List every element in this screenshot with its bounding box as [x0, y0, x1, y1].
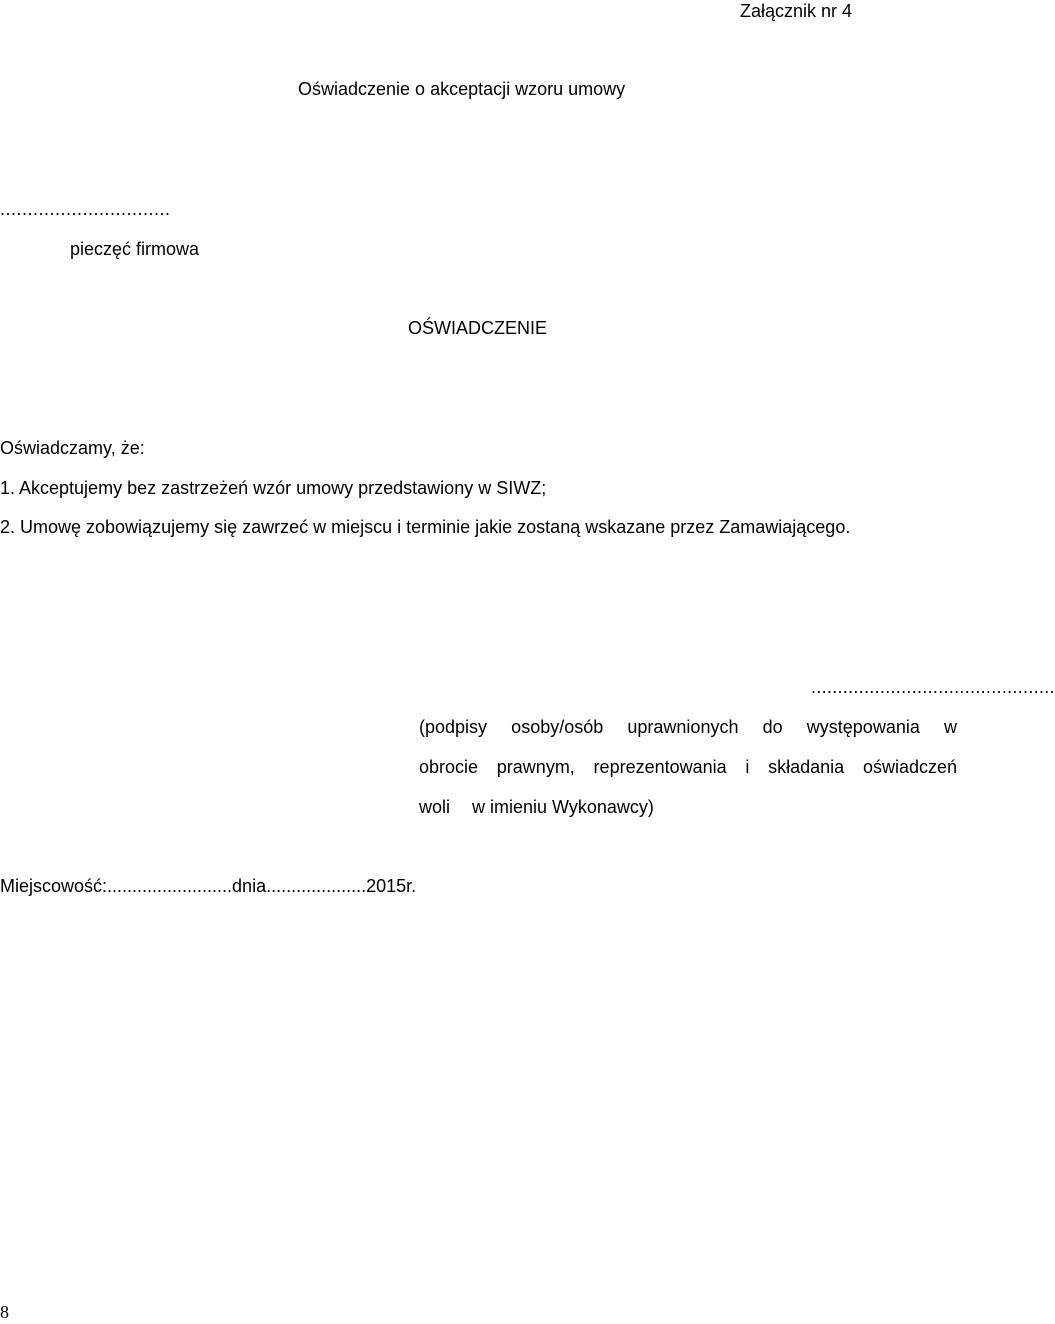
declaration-intro: Oświadczamy, że: — [0, 438, 145, 458]
document-subtitle: Oświadczenie o akceptacji wzoru umowy — [298, 79, 626, 99]
document-heading: OŚWIADCZENIE — [408, 318, 548, 338]
signature-dots: .............................................. — [811, 677, 1055, 697]
signature-caption-line: obrocie prawnym, reprezentowania i składania oświadczeń — [419, 757, 957, 777]
signature-caption-line — [419, 796, 654, 818]
declaration-item: 2. Umowę zobowiązujemy się zawrzeć w miejscu i terminie jakie zostaną wskazane przez Zamawiającego. — [0, 517, 851, 537]
signature-caption-word: woli — [419, 797, 451, 817]
attachment-label: Załącznik nr 4 — [740, 1, 853, 21]
signature-caption-word: w imieniu Wykonawcy) — [472, 797, 654, 817]
declaration-item: 1. Akceptujemy bez zastrzeżeń wzór umowy przedstawiony w SIWZ; — [0, 478, 547, 498]
page-number: 8 — [0, 1302, 9, 1322]
company-stamp-label: pieczęć firmowa — [70, 239, 200, 259]
signature-caption-line: (podpisy osoby/osób uprawnionych do występowania w — [419, 717, 957, 737]
place-date-field: Miejscowość:.........................dnia....................2015r. — [0, 876, 417, 896]
company-stamp-dots: ............................... — [0, 199, 171, 219]
